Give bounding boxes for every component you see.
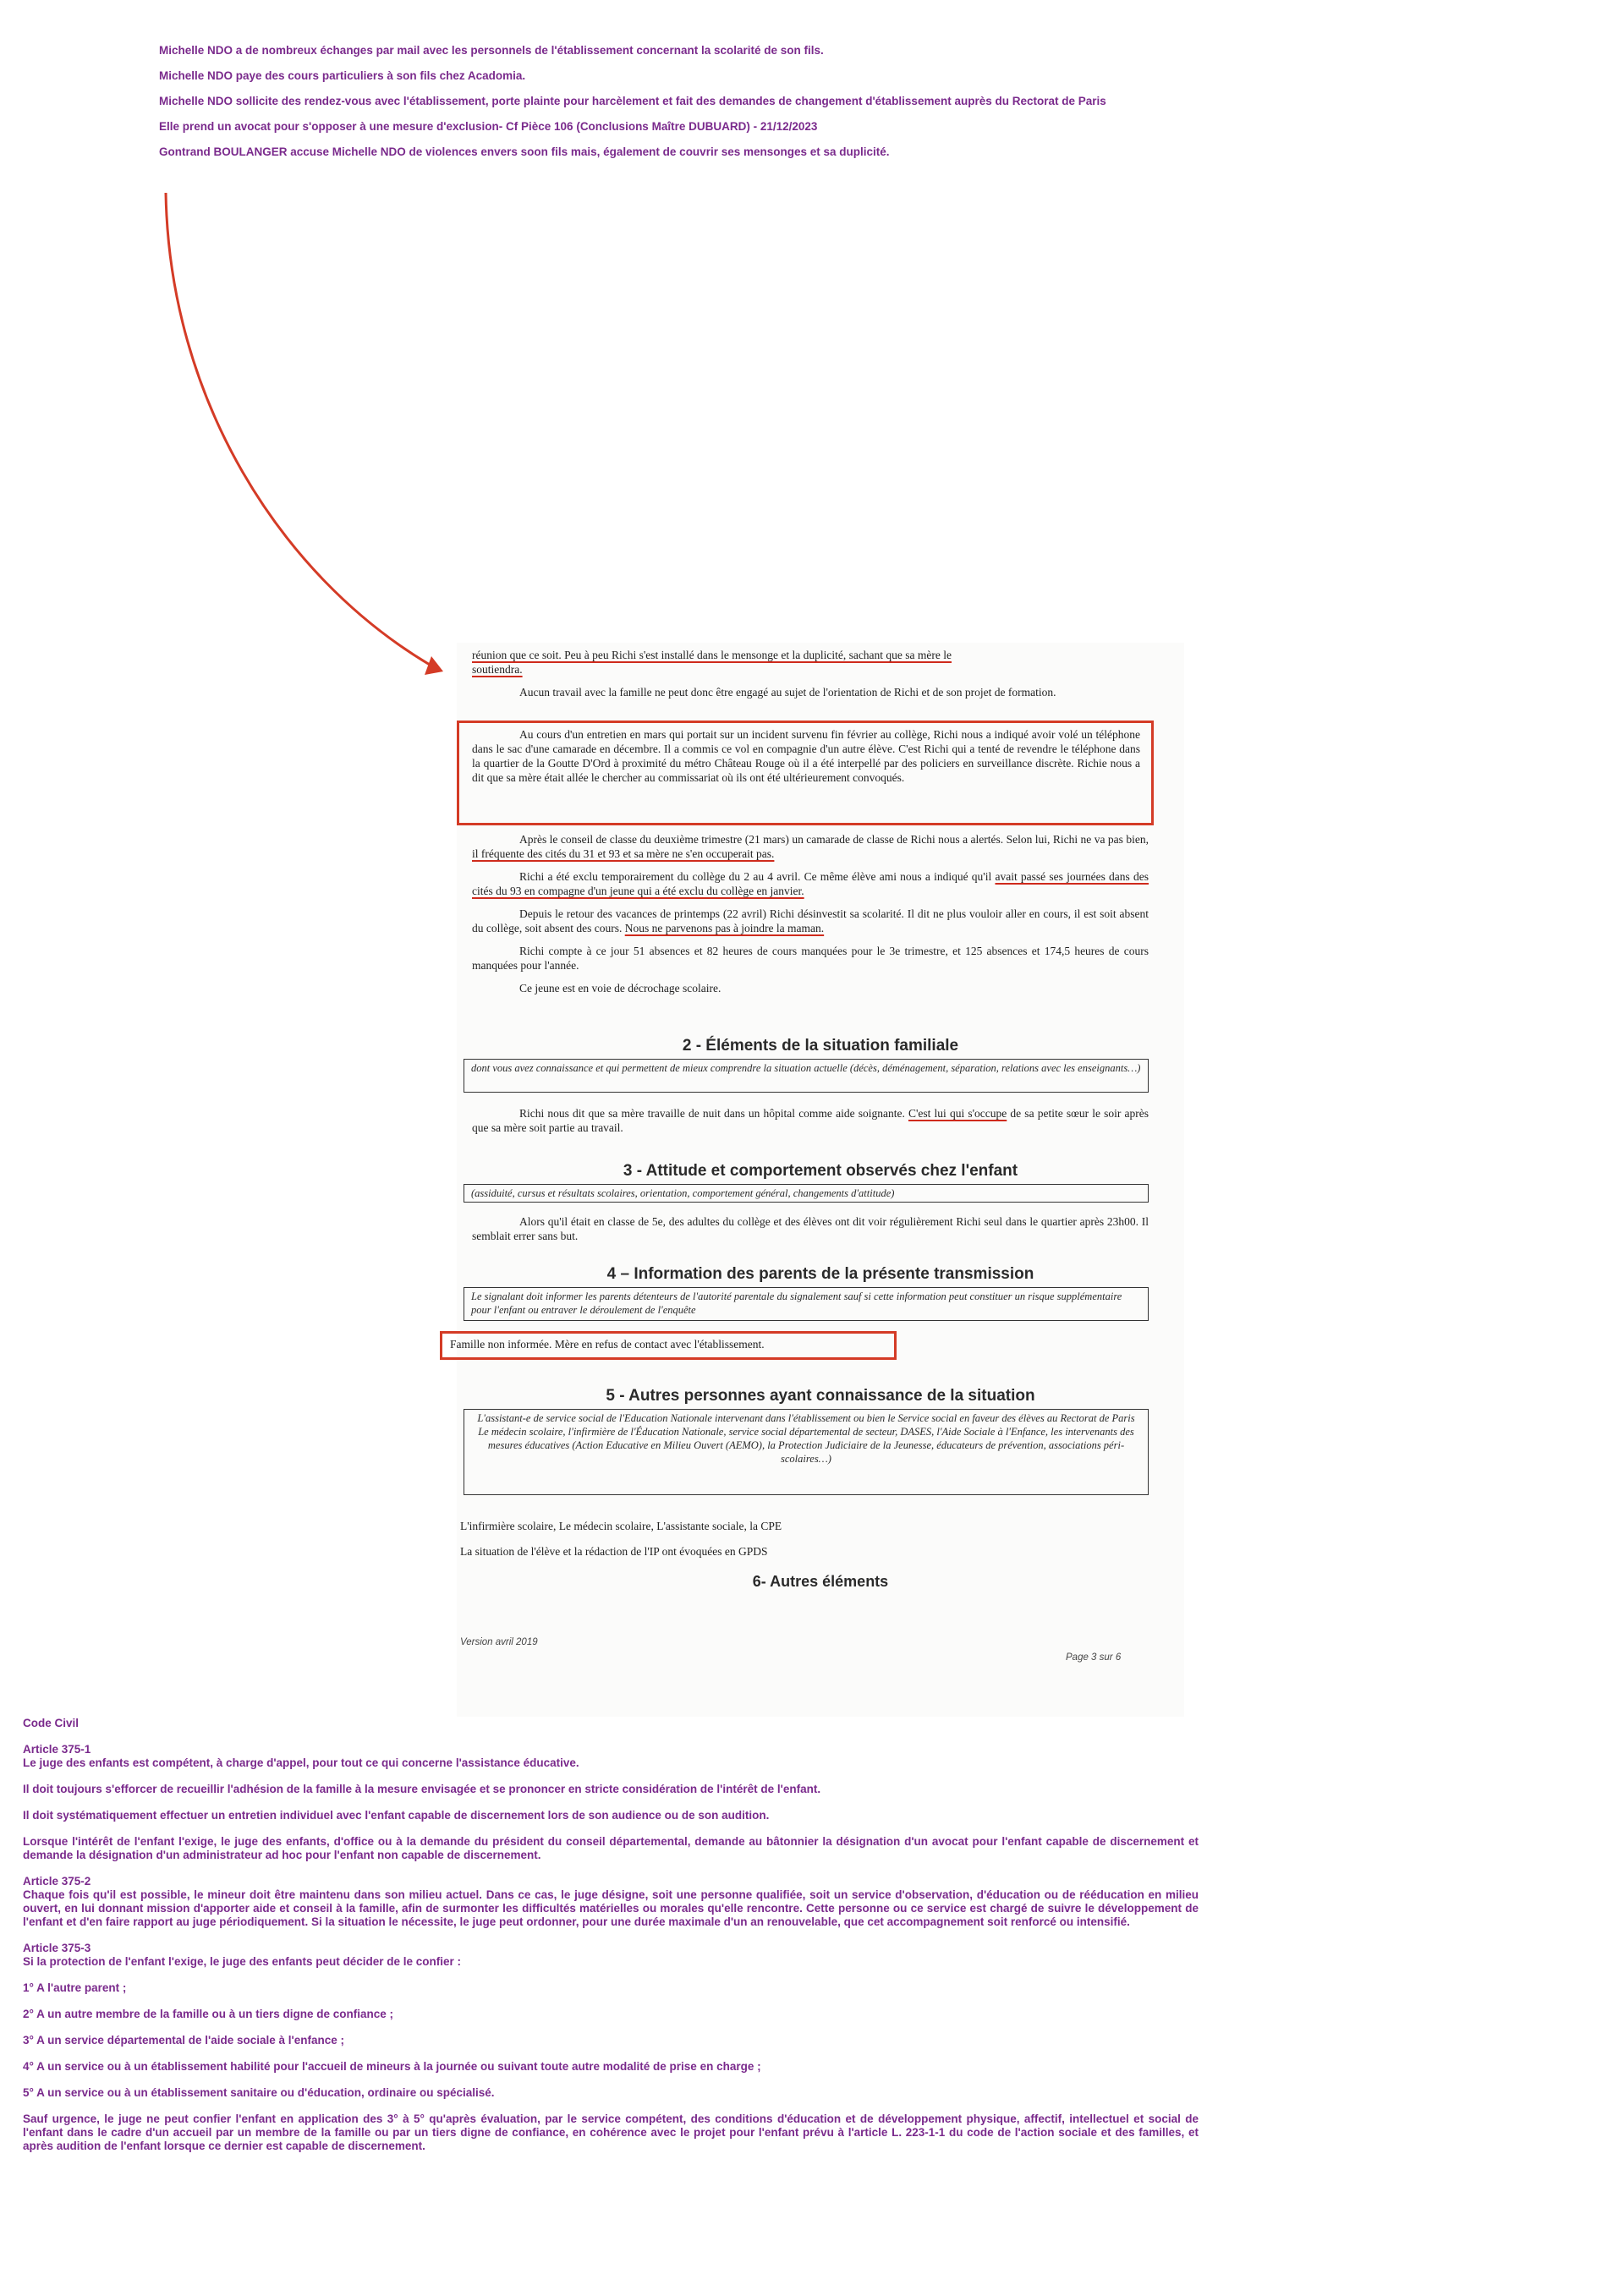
top-notes <box>159 44 1140 171</box>
section-5-box: L'assistant-e de service social de l'Education Nationale intervenant dans l'établissement ou bien le Service social en faveur des élèves au Rectorat de Paris Le médecin scolaire, l'infirmière de l'Éducation Nationale, service social départemental de secteur, DASES, l'Aide Sociale à l'Enfance, les intervenants des mesures éducatives (Action Educative en Milieu Ouvert (AEMO), la Protection Judiciaire de la Jeunesse, éducateurs de prévention, associations péri-scolaires…) <box>464 1409 1149 1495</box>
scan-paragraph-6: Depuis le retour des vacances de printemps (22 avril) Richi désinvestit sa scolarité. Il dit ne plus vouloir aller en cours, il est soit absent du collège, soit absent des cours. Nous ne parvenons pas à joindre la maman. <box>472 907 1149 934</box>
page-number: Page 3 sur 6 <box>1066 1652 1122 1663</box>
arrow-curve <box>166 193 430 665</box>
article-375-3-item-1: 1° A l'autre parent ; <box>23 1981 127 1994</box>
section-5-paragraph-2: La situation de l'élève et la rédaction de l'IP ont évoquées en GPDS <box>460 1545 768 1558</box>
code-civil-excerpt <box>23 1717 1199 2166</box>
article-375-3-item-4: 4° A un service ou à un établissement habilité pour l'accueil de mineurs à la journée ou suivant toute autre modalité de prise en charge ; <box>23 2060 761 2073</box>
version-label: Version avril 2019 <box>460 1637 538 1647</box>
article-375-2-p1: Chaque fois qu'il est possible, le mineur doit être maintenu dans son milieu actuel. Dans ce cas, le juge désigne, soit une personne qualifiée, soit un service d'observation, d'éducation ou de rééducation en milieu ouvert, en lui donnant mission d'apporter aide et conseil à la famille, afin de surmonter les difficultés matérielles ou morales qu'elle rencontre. Cette personne ou ce service est chargé de suivre le développement de l'enfant et d'en faire rapport au juge périodiquement. Si la situation le nécessite, le juge peut ordonner, pour une durée maximale d'un an renouvelable, que cet accompagnement soit renforcé ou intensifié. <box>23 1888 1199 1928</box>
scan-paragraph-2: Aucun travail avec la famille ne peut donc être engagé au sujet de l'orientation de Richi et de son projet de formation. <box>519 686 1056 699</box>
scan-paragraph-4: Après le conseil de classe du deuxième trimestre (21 mars) un camarade de classe de Richi nous a alertés. Selon lui, Richi ne va pas bien, il fréquente des cités du 31 et 93 et sa mère ne s'en occuperait pas. <box>472 833 1149 860</box>
article-375-3-heading: Article 375-3 <box>23 1942 91 1954</box>
section-6-title: 6- Autres éléments <box>752 1573 889 1590</box>
note-1: Michelle NDO a de nombreux échanges par mail avec les personnels de l'établissement concernant la scolarité de son fils. <box>159 44 824 57</box>
article-375-3-item-2: 2° A un autre membre de la famille ou à un tiers digne de confiance ; <box>23 2008 393 2020</box>
arrow-head <box>425 656 443 675</box>
article-375-3-item-5: 5° A un service ou à un établissement sanitaire ou d'éducation, ordinaire ou spécialisé. <box>23 2086 495 2099</box>
note-2: Michelle NDO paye des cours particuliers à son fils chez Acadomia. <box>159 69 526 82</box>
article-375-3-item-3: 3° A un service départemental de l'aide sociale à l'enfance ; <box>23 2034 344 2047</box>
section-4-title: 4 – Information des parents de la présente transmission <box>606 1265 1034 1283</box>
article-375-2-heading: Article 375-2 <box>23 1875 91 1888</box>
scan-paragraph-5: Richi a été exclu temporairement du collège du 2 au 4 avril. Ce même élève ami nous a indiqué qu'il avait passé ses journées dans des cités du 93 en compagne d'un jeune qui a été exclu du collège en janvier. <box>472 870 1149 897</box>
note-4: Elle prend un avocat pour s'opposer à une mesure d'exclusion- Cf Pièce 106 (Conclusions Maître DUBUARD) - 21/12/2023 <box>159 120 818 133</box>
section-4-paragraph: Famille non informée. Mère en refus de contact avec l'établissement. <box>450 1338 765 1351</box>
scan-paragraph-1: réunion que ce soit. Peu à peu Richi s'est installé dans le mensonge et la duplicité, sachant que sa mère le soutiendra. <box>472 649 952 676</box>
section-5-title: 5 - Autres personnes ayant connaissance de la situation <box>606 1387 1035 1405</box>
article-375-1-heading: Article 375-1 <box>23 1743 91 1756</box>
article-375-3-p2: Sauf urgence, le juge ne peut confier l'enfant en application des 3° à 5° qu'après évaluation, par le service compétent, des conditions d'éducation et de développement physique, affectif, intellectuel et social de l'enfant dans le cadre d'un accueil par un membre de la famille ou par un tiers digne de confiance, en cohérence avec le projet pour l'enfant prévu à l'article L. 223-1-1 du code de l'action sociale et des familles, et après audition de l'enfant lorsque ce dernier est capable de discernement. <box>23 2112 1199 2152</box>
article-375-1-p2: Il doit toujours s'efforcer de recueillir l'adhésion de la famille à la mesure envisagée et se prononcer en stricte considération de l'intérêt de l'enfant. <box>23 1783 821 1795</box>
section-2-paragraph: Richi nous dit que sa mère travaille de nuit dans un hôpital comme aide soignante. C'est lui qui s'occupe de sa petite sœur le soir après que sa mère soit partie au travail. <box>472 1107 1149 1134</box>
article-375-3-p1: Si la protection de l'enfant l'exige, le juge des enfants peut décider de le confier : <box>23 1955 462 1968</box>
scan-paragraph-7: Richi compte à ce jour 51 absences et 82 heures de cours manquées pour le 3e trimestre, et 125 absences et 174,5 heures de cours manquées pour l'année. <box>472 945 1149 972</box>
article-375-1-p4: Lorsque l'intérêt de l'enfant l'exige, le juge des enfants, d'office ou à la demande du président du conseil départemental, demande au bâtonnier la désignation d'un avocat pour l'enfant capable de discernement et demande la désignation d'un administrateur ad hoc pour l'enfant non capable de discernement. <box>23 1835 1199 1861</box>
section-3-box: (assiduité, cursus et résultats scolaires, orientation, comportement général, changements d'attitude) <box>464 1184 1149 1203</box>
section-3-paragraph: Alors qu'il était en classe de 5e, des adultes du collège et des élèves ont dit voir régulièrement Richi seul dans le quartier après 23h00. Il semblait errer sans but. <box>472 1215 1149 1242</box>
article-375-1-p1: Le juge des enfants est compétent, à charge d'appel, pour tout ce qui concerne l'assistance éducative. <box>23 1756 579 1769</box>
section-5-paragraph-1: L'infirmière scolaire, Le médecin scolaire, L'assistante sociale, la CPE <box>460 1520 782 1532</box>
section-2-box: dont vous avez connaissance et qui permettent de mieux comprendre la situation actuelle (décès, déménagement, séparation, relations avec les enseignants…) <box>464 1059 1149 1093</box>
code-title: Code Civil <box>23 1717 80 1729</box>
scan-paragraph-8: Ce jeune est en voie de décrochage scolaire. <box>519 982 721 995</box>
section-4-box: Le signalant doit informer les parents détenteurs de l'autorité parentale du signalement sauf si cette information peut constituer un risque supplémentaire pour l'enfant ou entraver le déroulement de l'enquête <box>464 1287 1149 1321</box>
note-3: Michelle NDO sollicite des rendez-vous avec l'établissement, porte plainte pour harcèlement et fait des demandes de changement d'établissement auprès du Rectorat de Paris <box>159 95 1106 107</box>
section-3-title: 3 - Attitude et comportement observés chez l'enfant <box>623 1162 1018 1180</box>
scan-paragraph-3: Au cours d'un entretien en mars qui portait sur un incident survenu fin février au collège, Richi nous a indiqué avoir volé un téléphone dans le sac d'une camarade en décembre. Il a commis ce vol en compagnie d'un autre élève. C'est Richi qui a tenté de revendre le téléphone dans la quartier de la Goutte D'Ord à proximité du métro Château Rouge où il a été interpellé par des policiers en surveillance discrète. Richie nous a dit que sa mère était allée le chercher au commissariat où ils ont été ultérieurement convoqués. <box>472 728 1140 784</box>
section-2-title: 2 - Éléments de la situation familiale <box>682 1037 959 1055</box>
article-375-1-p3: Il doit systématiquement effectuer un entretien individuel avec l'enfant capable de discernement lors de son audience ou de son audition. <box>23 1809 770 1822</box>
note-5: Gontrand BOULANGER accuse Michelle NDO de violences envers soon fils mais, également de couvrir ses mensonges et sa duplicité. <box>159 145 890 158</box>
scanned-report <box>450 643 1184 1717</box>
